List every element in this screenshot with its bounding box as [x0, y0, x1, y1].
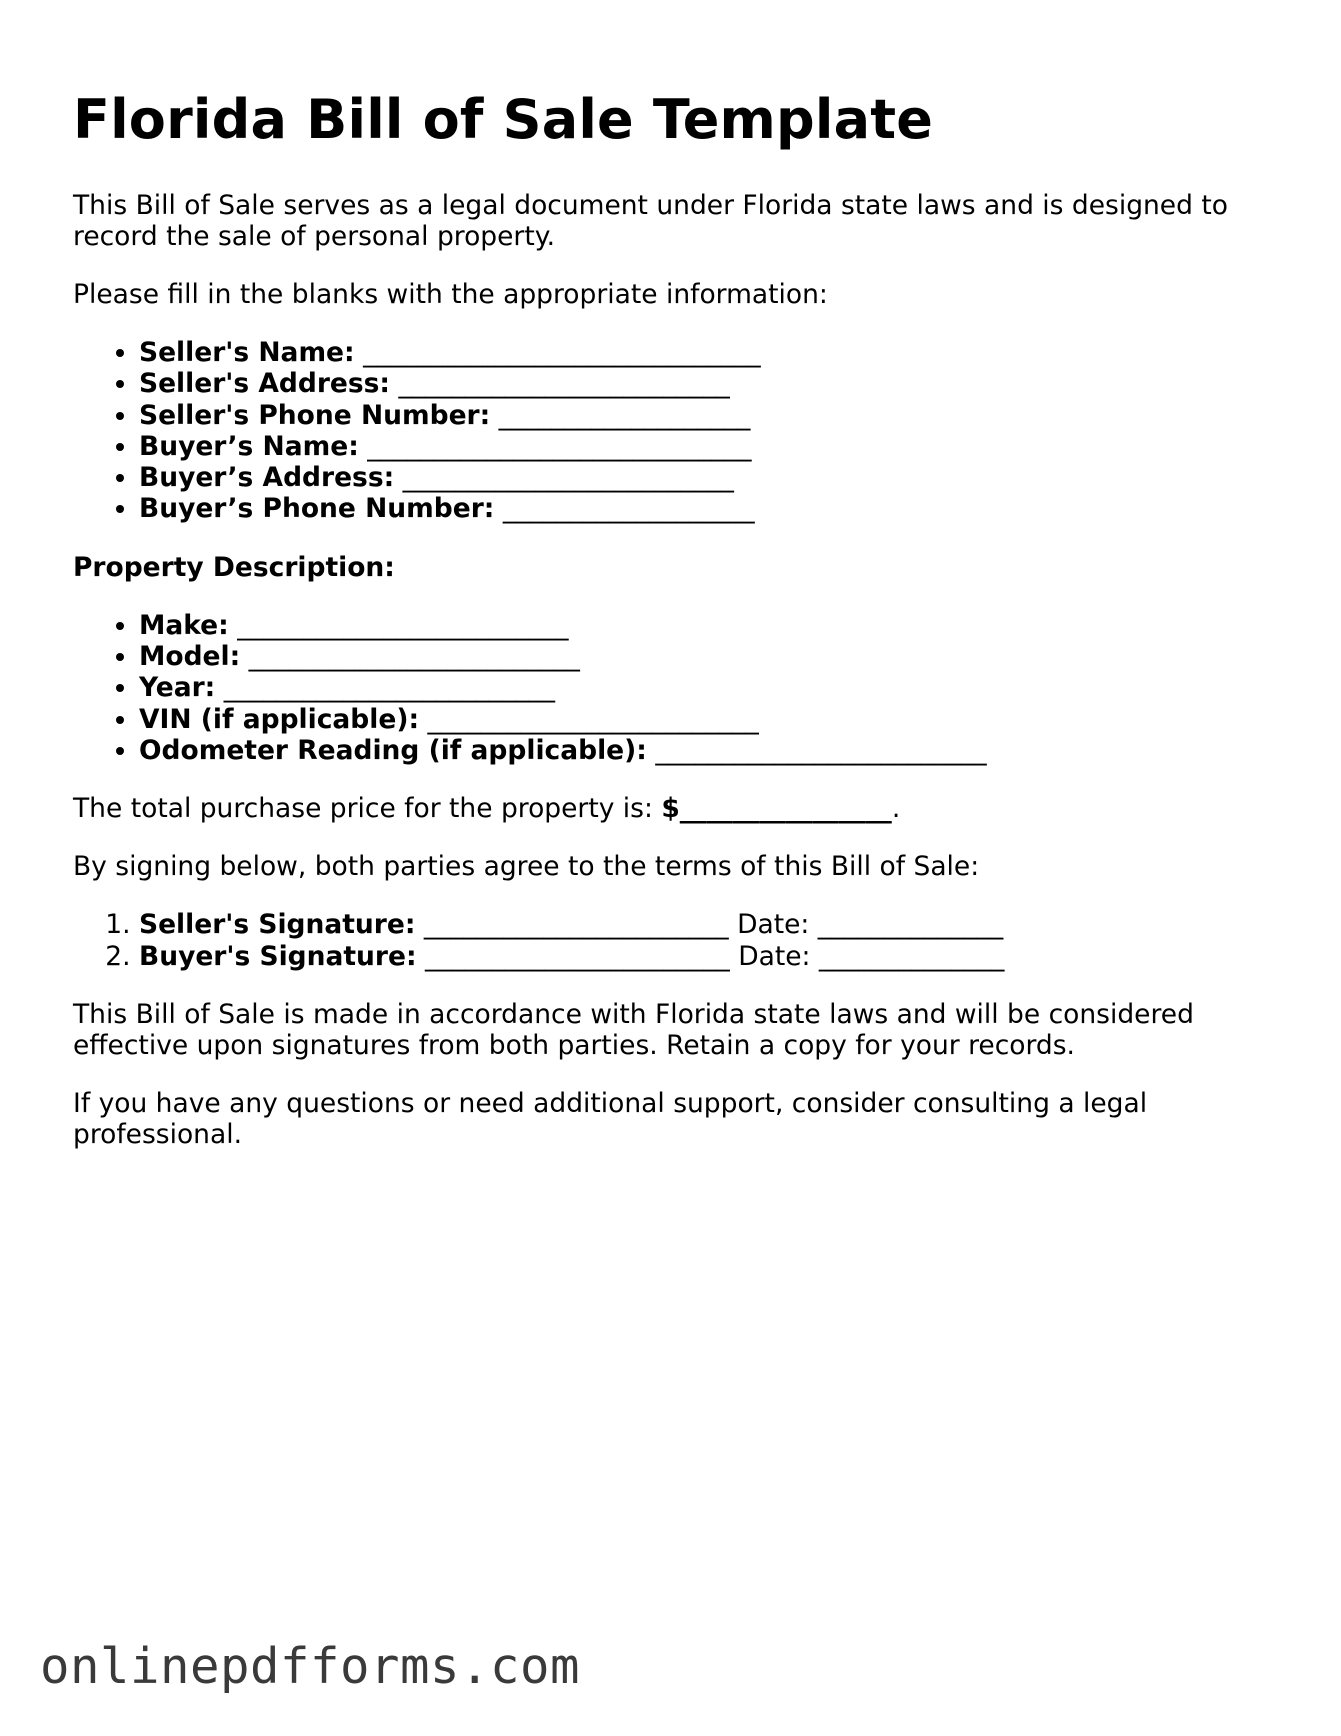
model-blank[interactable]: _________________________	[248, 641, 580, 673]
property-fields-list	[73, 610, 1273, 766]
make-field: • Make: _________________________	[139, 610, 1273, 641]
vin-blank[interactable]: _________________________	[427, 703, 759, 735]
model-field: • Model: _________________________	[139, 641, 1273, 672]
buyer-name-field: • Buyer’s Name: _____________________________	[139, 431, 1273, 462]
seller-date-blank[interactable]: ______________	[817, 909, 1004, 941]
price-blank[interactable]: $________________	[661, 793, 892, 825]
support-paragraph: If you have any questions or need additional support, consider consulting a legal professional.	[73, 1087, 1148, 1150]
seller-phone-field: • Seller's Phone Number: ___________________	[139, 400, 1273, 431]
seller-name-blank[interactable]: ______________________________	[363, 337, 761, 368]
price-paragraph: The total purchase price for the property is: $________________.	[73, 793, 901, 825]
odometer-field: • Odometer Reading (if applicable): _________________________	[139, 735, 1273, 766]
signatures-list	[73, 909, 1273, 972]
seller-address-field: • Seller's Address: _________________________	[139, 368, 1273, 399]
buyer-date-blank[interactable]: ______________	[818, 940, 1005, 972]
watermark: onlinepdfforms.com	[40, 1638, 581, 1695]
property-heading: Property Description:	[73, 551, 395, 583]
year-field: • Year: _________________________	[139, 672, 1273, 703]
buyer-name-blank[interactable]: _____________________________	[367, 430, 752, 462]
buyer-address-field: • Buyer’s Address: _________________________	[139, 462, 1273, 493]
seller-address-blank[interactable]: _________________________	[398, 368, 730, 400]
vin-field: • VIN (if applicable): _________________________	[139, 704, 1273, 735]
seller-name-field: • Seller's Name: ______________________________	[139, 337, 1273, 368]
document-page	[73, 88, 1273, 1177]
make-blank[interactable]: _________________________	[237, 609, 569, 641]
closing-paragraph: This Bill of Sale is made in accordance with Florida state laws and will be considered effective upon signatures from both parties. Retain a copy for your records.	[73, 998, 1194, 1061]
instruction-paragraph: Please fill in the blanks with the appropriate information:	[73, 279, 828, 310]
seller-signature-line: 1. Seller's Signature: _______________________ Date: ______________	[139, 909, 1273, 940]
buyer-phone-blank[interactable]: ___________________	[502, 493, 755, 525]
intro-paragraph: This Bill of Sale serves as a legal document under Florida state laws and is designed to record the sale of personal property.	[73, 190, 1228, 252]
buyer-phone-field: • Buyer’s Phone Number: ___________________	[139, 493, 1273, 524]
buyer-signature-blank[interactable]: _______________________	[425, 940, 730, 972]
odometer-blank[interactable]: _________________________	[655, 734, 987, 766]
agreement-paragraph: By signing below, both parties agree to the terms of this Bill of Sale:	[73, 851, 980, 883]
document-title: Florida Bill of Sale Template	[73, 88, 934, 151]
buyer-signature-line: 2. Buyer's Signature: _______________________ Date: ______________	[139, 941, 1273, 972]
seller-signature-blank[interactable]: _______________________	[423, 909, 729, 941]
year-blank[interactable]: _________________________	[223, 672, 555, 704]
party-fields-list	[73, 337, 1273, 525]
buyer-address-blank[interactable]: _________________________	[402, 462, 734, 494]
seller-phone-blank[interactable]: ___________________	[498, 399, 751, 431]
